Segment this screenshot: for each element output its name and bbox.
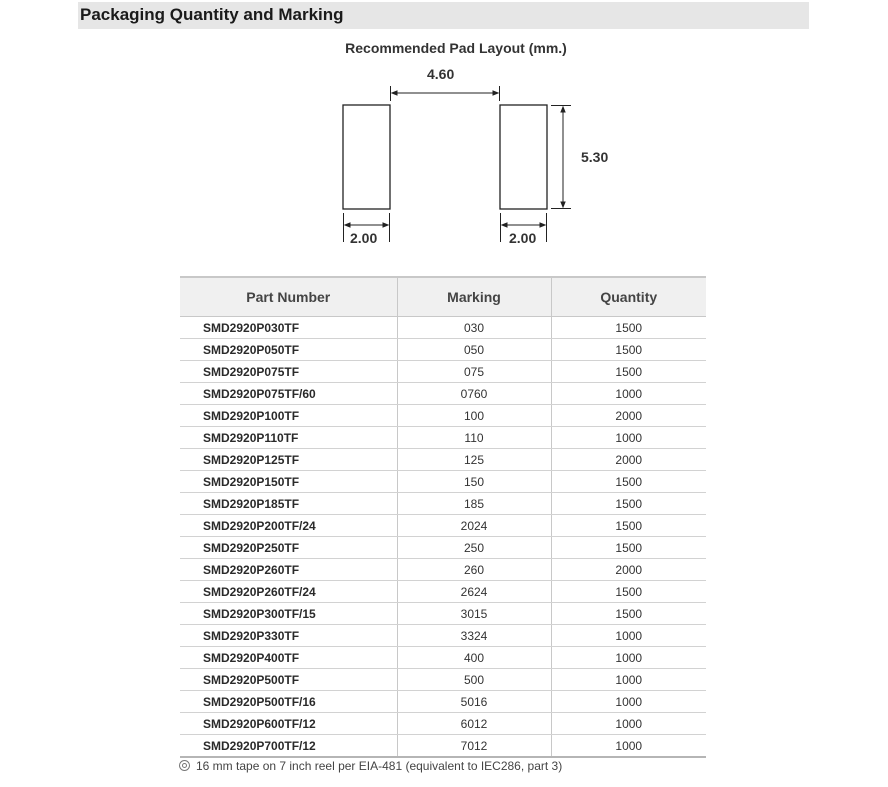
table-row [180,383,706,405]
quantity-cell: 1000 [551,647,706,669]
table-row [180,691,706,713]
header-part-number: Part Number [180,277,397,317]
diagram-title: Recommended Pad Layout (mm.) [345,40,567,56]
table-header-row [180,277,706,317]
part-number-cell: SMD2920P330TF [180,625,397,647]
footnote-text: 16 mm tape on 7 inch reel per EIA-481 (equivalent to IEC286, part 3) [196,759,563,773]
part-number-cell: SMD2920P250TF [180,537,397,559]
part-number-cell: SMD2920P300TF/15 [180,603,397,625]
quantity-cell: 1500 [551,361,706,383]
section-title: Packaging Quantity and Marking [80,5,344,24]
marking-cell: 100 [397,405,551,427]
marking-cell: 6012 [397,713,551,735]
part-number-cell: SMD2920P110TF [180,427,397,449]
quantity-cell: 1500 [551,317,706,339]
header-quantity: Quantity [551,277,706,317]
marking-cell: 0760 [397,383,551,405]
quantity-cell: 1500 [551,493,706,515]
table-row [180,361,706,383]
part-number-cell: SMD2920P500TF/16 [180,691,397,713]
quantity-cell: 1500 [551,603,706,625]
quantity-cell: 1000 [551,383,706,405]
part-number-cell: SMD2920P200TF/24 [180,515,397,537]
right-pad-width-label: 2.00 [509,230,537,246]
table-row [180,581,706,603]
quantity-cell: 1500 [551,581,706,603]
quantity-cell: 1000 [551,625,706,647]
marking-cell: 3015 [397,603,551,625]
footnote [179,759,562,773]
height-dimension [551,106,571,209]
left-pad [343,105,390,209]
part-number-cell: SMD2920P125TF [180,449,397,471]
part-number-cell: SMD2920P185TF [180,493,397,515]
part-number-cell: SMD2920P260TF [180,559,397,581]
pad-layout-diagram [0,0,888,270]
marking-cell: 150 [397,471,551,493]
marking-cell: 125 [397,449,551,471]
marking-cell: 7012 [397,735,551,758]
ring-icon [179,760,190,771]
table-row [180,625,706,647]
part-number-cell: SMD2920P600TF/12 [180,713,397,735]
table-row [180,339,706,361]
marking-cell: 2024 [397,515,551,537]
part-number-cell: SMD2920P700TF/12 [180,735,397,758]
header-marking: Marking [397,277,551,317]
quantity-cell: 1500 [551,471,706,493]
marking-cell: 260 [397,559,551,581]
part-number-cell: SMD2920P075TF/60 [180,383,397,405]
part-number-cell: SMD2920P500TF [180,669,397,691]
table-row [180,493,706,515]
left-pad-width-label: 2.00 [350,230,378,246]
table-row [180,515,706,537]
part-number-cell: SMD2920P050TF [180,339,397,361]
marking-cell: 5016 [397,691,551,713]
right-pad [500,105,547,209]
quantity-cell: 1500 [551,537,706,559]
quantity-cell: 1000 [551,713,706,735]
part-number-cell: SMD2920P260TF/24 [180,581,397,603]
quantity-cell: 2000 [551,559,706,581]
marking-cell: 030 [397,317,551,339]
table-row [180,713,706,735]
marking-cell: 250 [397,537,551,559]
spacing-label: 4.60 [427,66,455,82]
part-number-cell: SMD2920P075TF [180,361,397,383]
quantity-cell: 2000 [551,449,706,471]
quantity-cell: 1000 [551,691,706,713]
table-row [180,669,706,691]
table-row [180,405,706,427]
marking-cell: 110 [397,427,551,449]
packaging-table [180,276,706,758]
table-row [180,735,706,758]
table-body [180,317,706,758]
marking-cell: 3324 [397,625,551,647]
marking-cell: 050 [397,339,551,361]
quantity-cell: 1000 [551,427,706,449]
table-row [180,427,706,449]
table-row [180,603,706,625]
table-row [180,559,706,581]
quantity-cell: 1000 [551,669,706,691]
part-number-cell: SMD2920P400TF [180,647,397,669]
quantity-cell: 1500 [551,515,706,537]
marking-cell: 400 [397,647,551,669]
table-row [180,449,706,471]
quantity-cell: 2000 [551,405,706,427]
table-row [180,471,706,493]
marking-cell: 2624 [397,581,551,603]
spacing-dimension [391,86,500,101]
table-row [180,647,706,669]
table-row [180,537,706,559]
part-number-cell: SMD2920P030TF [180,317,397,339]
marking-cell: 500 [397,669,551,691]
height-label: 5.30 [581,149,609,165]
quantity-cell: 1500 [551,339,706,361]
part-number-cell: SMD2920P150TF [180,471,397,493]
part-number-cell: SMD2920P100TF [180,405,397,427]
marking-cell: 075 [397,361,551,383]
table-row [180,317,706,339]
marking-cell: 185 [397,493,551,515]
quantity-cell: 1000 [551,735,706,758]
